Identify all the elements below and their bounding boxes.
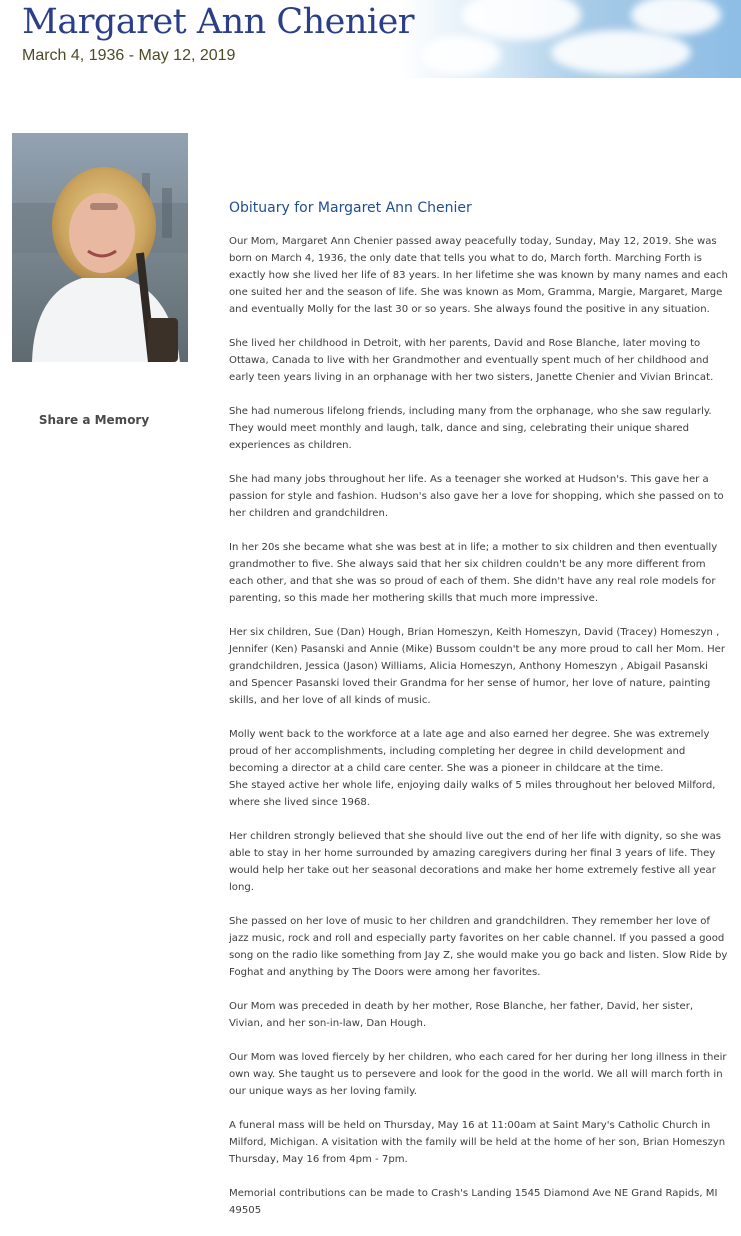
obituary-paragraph: Our Mom was loved fiercely by her children, who each cared for her during her long illness in their own way. She taught us to persevere and look for the good in the world. We all will march forth in our unique ways as her loving family. xyxy=(229,1052,727,1097)
obituary-paragraph: Her children strongly believed that she should live out the end of her life with dignity, so she was able to stay in her home surrounded by amazing caregivers during her final 3 years of life. They would help her take out her seasonal decorations and make her home extremely festive all year long. xyxy=(229,831,722,893)
obituary-paragraph: Our Mom, Margaret Ann Chenier passed away peacefully today, Sunday, May 12, 2019. She was born on March 4, 1936, the only date that tells you what to do, March forth. Marching Forth is exactly how she lived her life of 83 years. In her lifetime she was known by many names and each one suited her and the season of life. She was known as Mom, Gramma, Margie, Margaret, Marge and eventually Molly for the last 30 or so years. She always found the positive in any situation. xyxy=(229,236,728,315)
sky-banner-image xyxy=(401,0,741,78)
obituary-paragraph: Her six children, Sue (Dan) Hough, Brian Homeszyn, Keith Homeszyn, David (Tracey) Homeszyn , Jennifer (Ken) Pasanski and Annie (Mike) Bussom couldn't be any more proud to call her Mom. Her grandchildren, Jessica (Jason) Williams, Alicia Homeszyn, Anthony Homeszyn , Abigail Pasanski and Spencer Pasanski loved their Grandma for her sense of humor, her love of nature, painting skills, and her love of all kinds of music. xyxy=(229,627,726,706)
obituary-paragraph: Molly went back to the workforce at a late age and also earned her degree. She was extremely proud of her accomplishments, including completing her degree in child development and becoming a director at a child care center. She was a pioneer in childcare at the time. xyxy=(229,729,710,774)
obituary-title: Obituary for Margaret Ann Chenier xyxy=(229,200,472,216)
portrait-illustration xyxy=(12,133,188,362)
obituary-paragraph: She had many jobs throughout her life. As a teenager she worked at Hudson's. This gave her a passion for style and fashion. Hudson's also gave her a love for shopping, which she passed on to her children and grandchildren. xyxy=(229,474,724,519)
obituary-paragraph: Memorial contributions can be made to Crash's Landing 1545 Diamond Ave NE Grand Rapids, MI 49505 xyxy=(229,1188,718,1216)
portrait-photo xyxy=(12,133,188,362)
header-banner xyxy=(0,0,741,80)
obituary-content xyxy=(229,200,729,1236)
deceased-name: Margaret Ann Chenier xyxy=(22,2,415,42)
obituary-paragraph: A funeral mass will be held on Thursday, May 16 at 11:00am at Saint Mary's Catholic Church in Milford, Michigan. A visitation with the family will be held at the home of her son, Brian Homeszyn Thursday, May 16 from 4pm - 7pm. xyxy=(229,1120,726,1165)
obituary-paragraph: She had numerous lifelong friends, including many from the orphanage, who she saw regularly. They would meet monthly and laugh, talk, dance and sing, celebrating their unique shared experiences as children. xyxy=(229,406,712,451)
obituary-paragraph: She stayed active her whole life, enjoying daily walks of 5 miles throughout her beloved Milford, where she lived since 1968. xyxy=(229,780,716,808)
obituary-paragraph: She lived her childhood in Detroit, with her parents, David and Rose Blanche, later moving to Ottawa, Canada to live with her Grandmother and eventually spent much of her childhood and early teen years living in an orphanage with her two sisters, Janette Chenier and Vivian Brincat. xyxy=(229,338,714,383)
obituary-paragraph: Our Mom was preceded in death by her mother, Rose Blanche, her father, David, her sister, Vivian, and her son-in-law, Dan Hough. xyxy=(229,1001,694,1029)
obituary-paragraph: In her 20s she became what she was best at in life; a mother to six children and then eventually grandmother to five. She always said that her six children couldn't be any more different from each other, and that she was so proud of each of them. She didn't have any real role models for parenting, so this made her mothering skills that much more impressive. xyxy=(229,542,718,604)
life-dates: March 4, 1936 - May 12, 2019 xyxy=(22,47,236,64)
share-a-memory-link[interactable]: Share a Memory xyxy=(38,413,150,427)
obituary-paragraph: She passed on her love of music to her children and grandchildren. They remember her love of jazz music, rock and roll and especially party favorites on her cable channel. If you passed a good song on the radio like something from Jay Z, she would make you go back and listen. Slow Ride by Foghat and anything by The Doors were among her favorites. xyxy=(229,916,728,978)
